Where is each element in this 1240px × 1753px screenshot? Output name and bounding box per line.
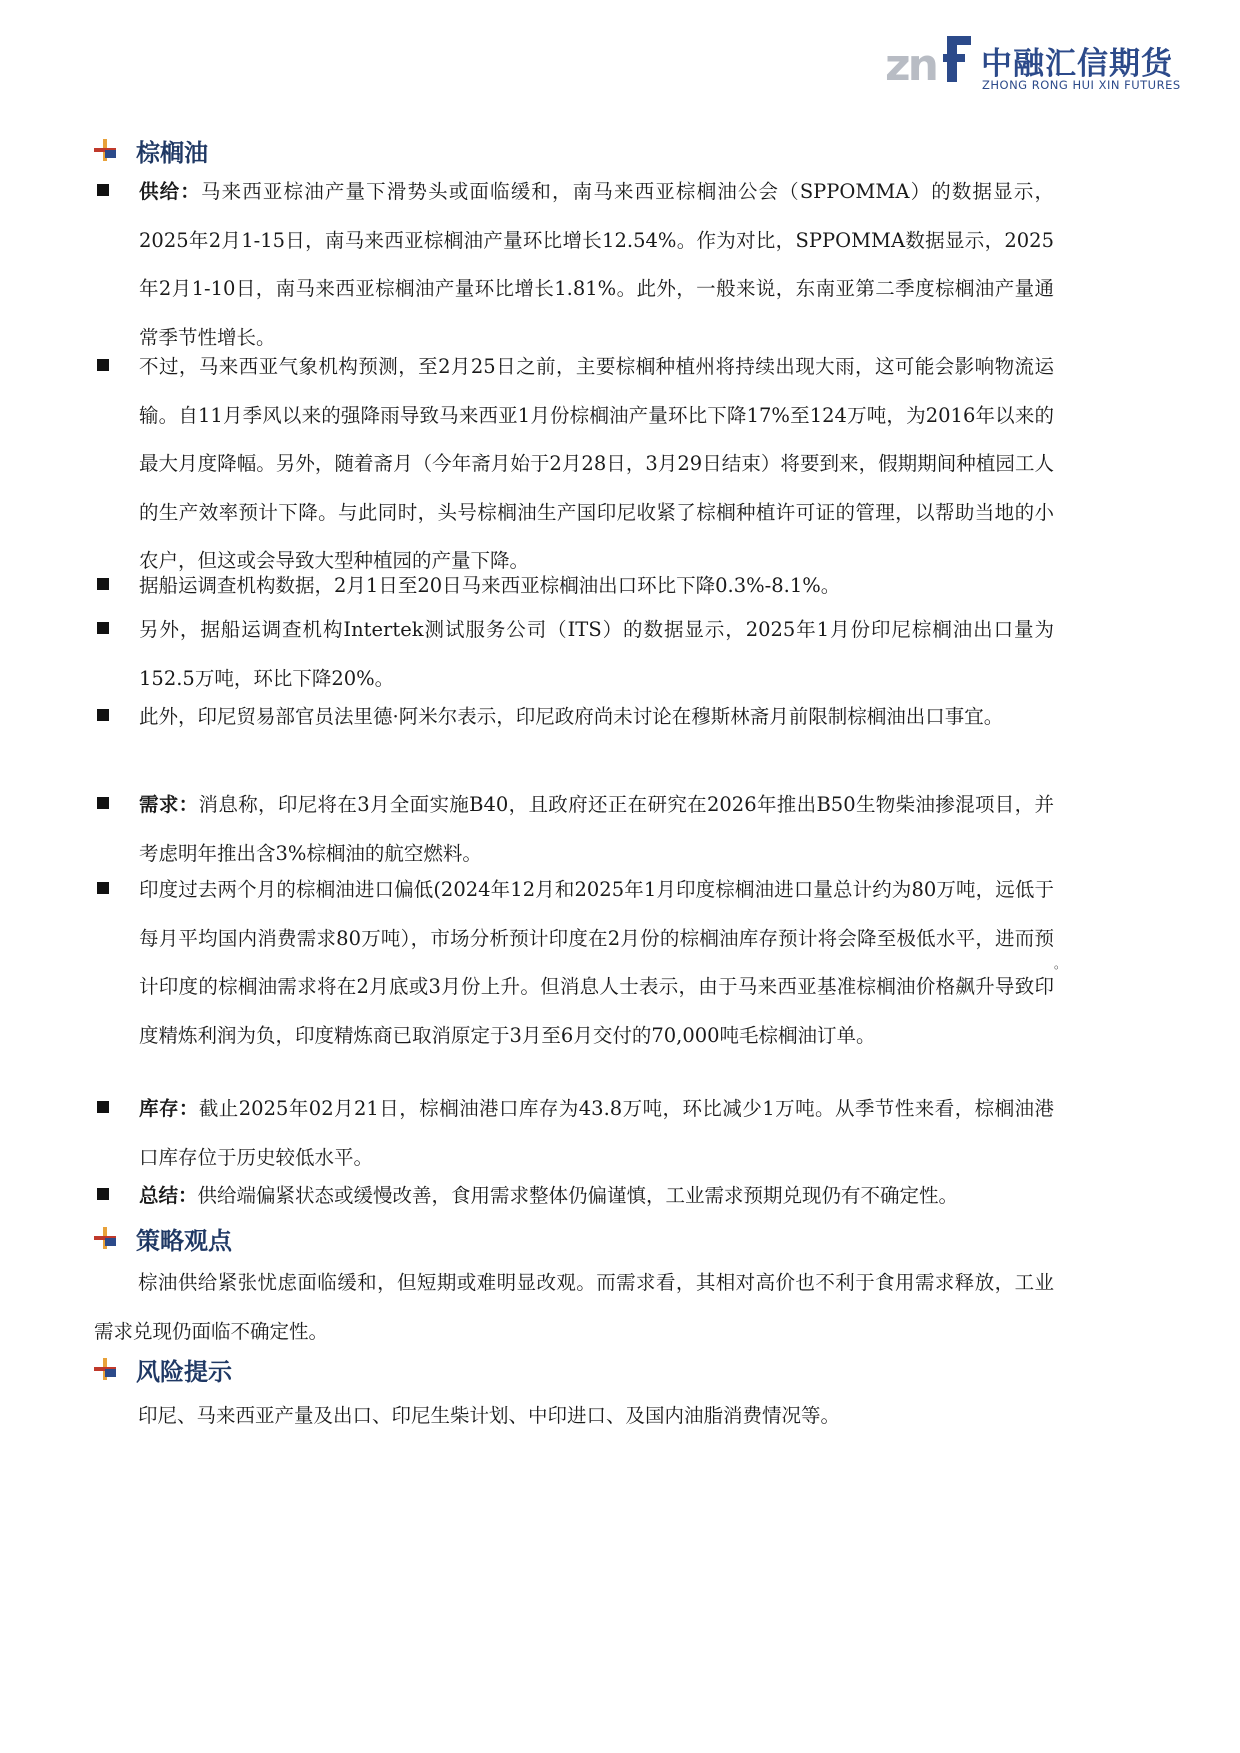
section-heading-risk bbox=[94, 1351, 232, 1387]
square-bullet-icon bbox=[97, 578, 109, 590]
strategy-paragraph: 棕油供给紧张忧虑面临缓和，但短期或难明显改观。而需求看，其相对高价也不利于食用需求释放，工业需求兑现仍面临不确定性。 bbox=[94, 1271, 1054, 1343]
section-title: 棕榈油 bbox=[136, 138, 208, 167]
znf-logo-mark bbox=[885, 34, 975, 86]
company-name-cn: 中融汇信期货 bbox=[981, 46, 1173, 82]
list-item bbox=[94, 1172, 1054, 1221]
item-text: 截止2025年02月21日，棕榈油港口库存为43.8万吨，环比减少1万吨。从季节性来看，棕榈油港口库存位于历史较低水平。 bbox=[139, 1097, 1054, 1169]
square-bullet-icon bbox=[97, 797, 109, 809]
svg-text:zn: zn bbox=[885, 40, 936, 86]
list-item bbox=[94, 1085, 1054, 1182]
company-logo bbox=[885, 34, 1185, 94]
section-marker-icon bbox=[94, 139, 116, 161]
item-text: 印度过去两个月的棕榈油进口偏低(2024年12月和2025年1月印度棕榈油进口量总计约为80万吨，远低于每月平均国内消费需求80万吨），市场分析预计印度在2月份的棕榈油库存预计将会降至极低水平，进而预计印度的棕榈油需求将在2月底或3月份上升。但消息人士表示，由于马来西亚基准棕榈油价格飙升导致印度精炼利润为负，印度精炼商已取消原定于3月至6月交付的70,000吨毛棕榈油订单。 bbox=[139, 878, 1054, 1047]
item-text: 此外，印尼贸易部官员法里德·阿米尔表示，印尼政府尚未讨论在穆斯林斋月前限制棕榈油出口事宜。 bbox=[139, 705, 1004, 728]
list-item bbox=[94, 168, 1054, 362]
list-item bbox=[94, 693, 1054, 742]
square-bullet-icon bbox=[97, 1101, 109, 1113]
list-item bbox=[94, 606, 1054, 703]
item-label: 供给： bbox=[139, 180, 201, 203]
list-item bbox=[94, 343, 1054, 586]
list-item bbox=[94, 866, 1054, 1060]
item-label: 库存： bbox=[139, 1097, 199, 1120]
list-item bbox=[94, 562, 1054, 611]
section-title: 风险提示 bbox=[136, 1357, 232, 1386]
square-bullet-icon bbox=[97, 359, 109, 371]
company-name-en: ZHONG RONG HUI XIN FUTURES bbox=[982, 78, 1181, 92]
list-item bbox=[94, 781, 1054, 878]
item-text: 不过，马来西亚气象机构预测，至2月25日之前，主要棕榈种植州将持续出现大雨，这可能会影响物流运输。自11月季风以来的强降雨导致马来西亚1月份棕榈油产量环比下降17%至124万吨，为2016年以来的最大月度降幅。另外，随着斋月（今年斋月始于2月28日，3月29日结束）将要到来，假期期间种植园工人的生产效率预计下降。与此同时，头号棕榈油生产国印尼收紧了棕榈种植许可证的管理，以帮助当地的小农户，但这或会导致大型种植园的产量下降。 bbox=[139, 355, 1054, 572]
item-label: 总结： bbox=[139, 1184, 198, 1207]
item-text: 另外，据船运调查机构Intertek测试服务公司（ITS）的数据显示，2025年1月份印尼棕榈油出口量为152.5万吨，环比下降20%。 bbox=[139, 618, 1054, 690]
square-bullet-icon bbox=[97, 184, 109, 196]
section-heading-palm-oil bbox=[94, 132, 208, 168]
item-text: 据船运调查机构数据，2月1日至20日马来西亚棕榈油出口环比下降0.3%-8.1%。 bbox=[139, 574, 841, 597]
square-bullet-icon bbox=[97, 882, 109, 894]
item-text: 马来西亚棕油产量下滑势头或面临缓和，南马来西亚棕榈油公会（SPPOMMA）的数据显示，2025年2月1-15日，南马来西亚棕榈油产量环比增长12.54%。作为对比，SPPOMMA数据显示，2025年2月1-10日，南马来西亚棕榈油产量环比增长1.81%。此外，一般来说，东南亚第二季度棕榈油产量通常季节性增长。 bbox=[139, 180, 1054, 349]
item-label: 需求： bbox=[139, 793, 199, 816]
item-text: 消息称，印尼将在3月全面实施B40，且政府还正在研究在2026年推出B50生物柴油掺混项目，并考虑明年推出含3%棕榈油的航空燃料。 bbox=[139, 793, 1054, 865]
risk-paragraph: 印尼、马来西亚产量及出口、印尼生柴计划、中印进口、及国内油脂消费情况等。 bbox=[138, 1404, 841, 1427]
stray-mark: 。 bbox=[1054, 957, 1067, 971]
section-heading-strategy bbox=[94, 1220, 232, 1256]
square-bullet-icon bbox=[97, 622, 109, 634]
item-text: 供给端偏紧状态或缓慢改善，食用需求整体仍偏谨慎，工业需求预期兑现仍有不确定性。 bbox=[197, 1184, 959, 1207]
section-marker-icon bbox=[94, 1227, 116, 1249]
section-title: 策略观点 bbox=[136, 1226, 232, 1255]
square-bullet-icon bbox=[97, 1188, 109, 1200]
section-marker-icon bbox=[94, 1358, 116, 1380]
square-bullet-icon bbox=[97, 709, 109, 721]
